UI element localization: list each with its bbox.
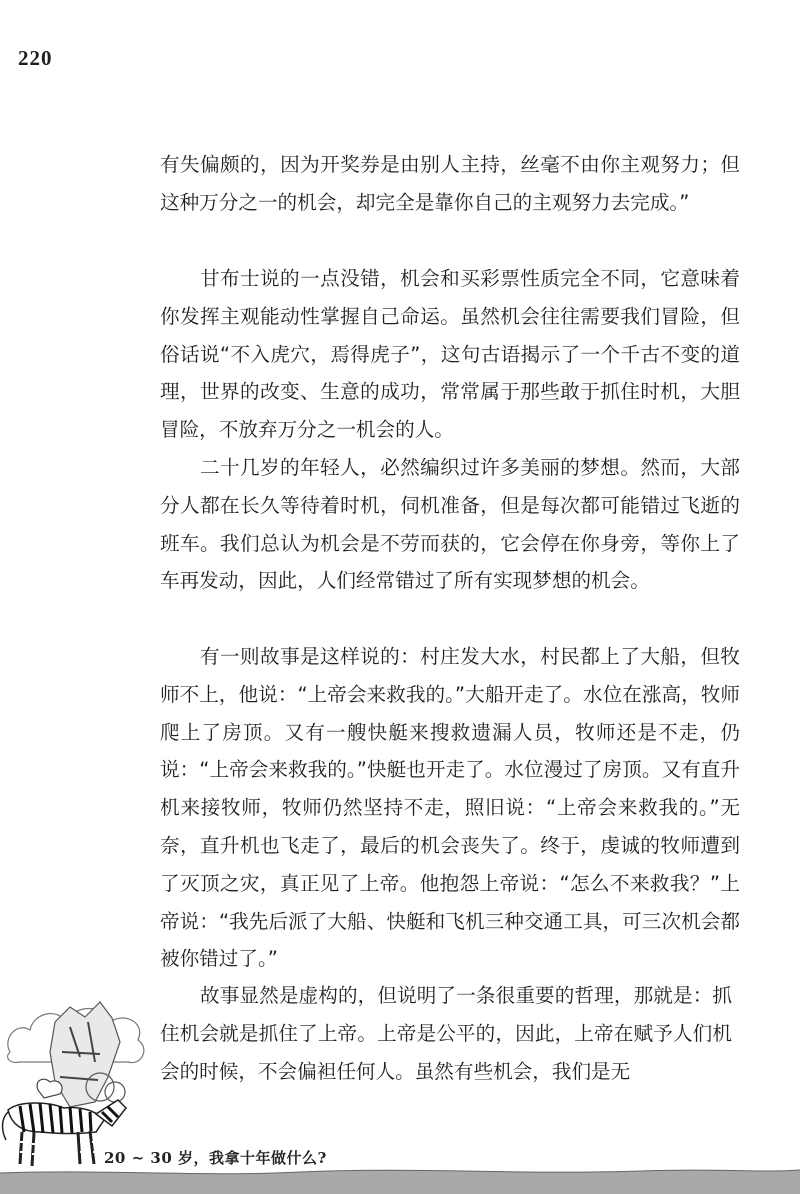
paragraph-young-people-dreams: 二十几岁的年轻人，必然编织过许多美丽的梦想。然而，大部分人都在长久等待着时机，伺机准备，但是每次都可能错过飞逝的班车。我们总认为机会是不劳而获的，它会停在你身旁，等你上了车再发动，因此，人们经常错过了所有实现梦想的机会。 xyxy=(160,456,740,593)
paragraph-priest-story: 有一则故事是这样说的：村庄发大水，村民都上了大船，但牧师不上，他说：“上帝会来救我的。”大船开走了。水位在涨高，牧师爬上了房顶。又有一艘快艇来搜救遗漏人员，牧师还是不走，仍说：“上帝会来救我的。”快艇也开走了。水位漫过了房顶。又有直升机来接牧师，牧师仍然坚持不走，照旧说：“上帝会来救我的。”无奈，直升机也飞走了，最后的机会丧失了。终于，虔诚的牧师遭到了灭顶之灾，真正见了上帝。他抱怨上帝说：“怎么不来救我？”上帝说：“我先后派了大船、快艇和飞机三种交通工具，可三次机会都被你错过了。” xyxy=(160,645,740,971)
footer-band xyxy=(0,1163,800,1194)
paragraph-gambles-comment: 甘布士说的一点没错，机会和买彩票性质完全不同，它意味着你发挥主观能动性掌握自己命运。虽然机会往往需要我们冒险，但俗话说“不入虎穴，焉得虎子”，这句古语揭示了一个千古不变的道理，世界的改变、生意的成功，常常属于那些敢于抓住时机，大胆冒险，不放弃万分之一机会的人。 xyxy=(160,267,740,442)
zebra-with-stacked-animals-sketch-icon xyxy=(0,982,165,1172)
footer-book-title: 20 ~ 30 岁，我拿十年做什么? xyxy=(104,1149,327,1167)
page-number: 220 xyxy=(18,46,53,70)
paragraph-story-moral: 故事显然是虚构的，但说明了一条很重要的哲理，那就是：抓住机会就是抓住了上帝。上帝是公平的，因此，上帝在赋予人们机会的时候，不会偏袒任何人。虽然有些机会，我们是无 xyxy=(160,984,732,1083)
paragraph-continued: 有失偏颇的，因为开奖券是由别人主持，丝毫不由你主观努力；但这种万分之一的机会，却完全是靠你自己的主观努力去完成。” xyxy=(160,153,740,214)
